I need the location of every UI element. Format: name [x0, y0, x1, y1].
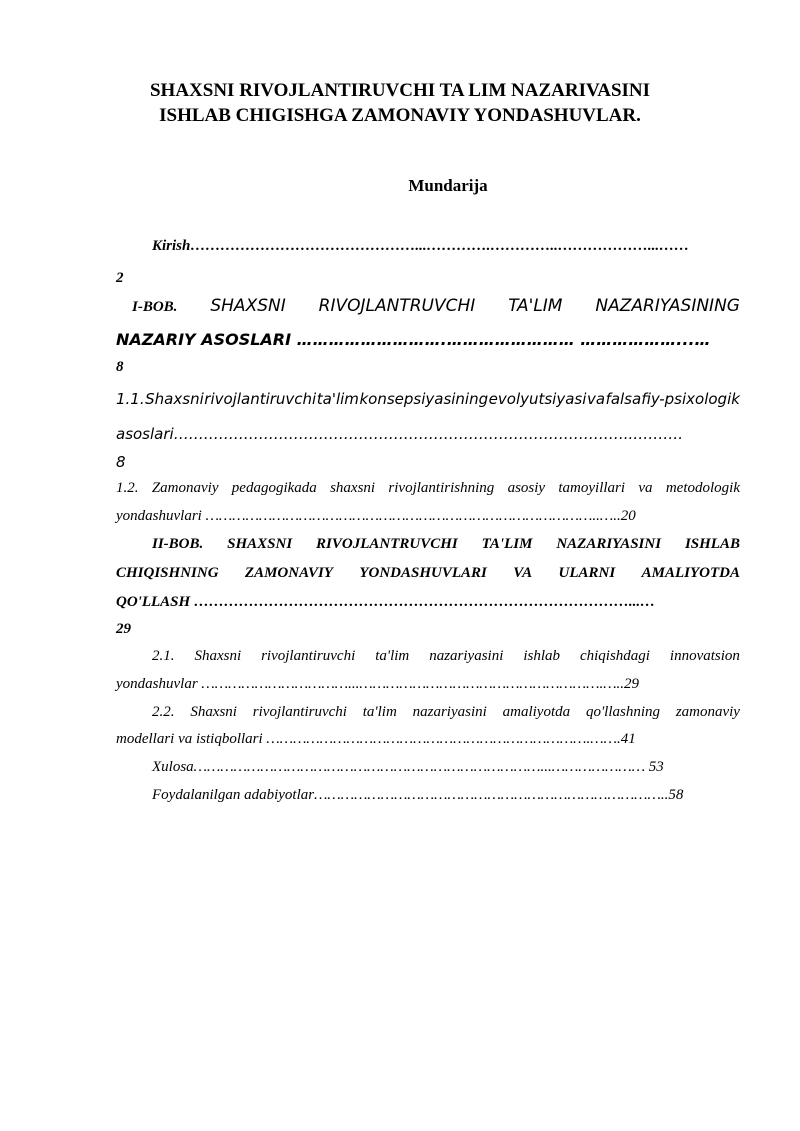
bob1-word: TA'LIM — [508, 296, 563, 316]
toc-entry-bob2-line3: QO'LLASH ……………………………………………………………………………...… — [116, 594, 656, 610]
item-1-1-word: 1.1. — [116, 390, 145, 408]
item-1-2-word: 1.2. — [116, 480, 139, 496]
toc-entry-2-1-line1 — [152, 648, 740, 665]
item-2-2-word: amaliyotda — [502, 704, 571, 720]
item-1-2-word: tamoyillari — [558, 480, 626, 496]
toc-entry-bob1-line2: NAZARIY ASOSLARI ……………………….…………………… ………………...… — [116, 330, 711, 349]
toc-entry-bob2-line1 — [152, 536, 740, 553]
bob2-word: RIVOJLANTRUVCHI — [316, 536, 458, 552]
toc-page-kirish: 2 — [116, 270, 124, 286]
bob2-word: YONDASHUVLARI — [359, 565, 487, 581]
toc-entry-bob1-line1 — [132, 296, 740, 316]
item-2-2-word: 2.2. — [152, 704, 175, 720]
item-1-2-word: shaxsni — [330, 480, 376, 496]
bob2-word: SHAXSNI — [227, 536, 293, 552]
toc-heading: Mundarija — [408, 176, 488, 195]
item-1-1-word: va — [586, 390, 606, 408]
item-1-2-word: metodologik — [665, 480, 740, 496]
item-2-2-word: rivojlantiruvchi — [252, 704, 347, 720]
bob2-word: II-BOB. — [152, 536, 204, 552]
bob1-prefix: I-BOB. — [132, 299, 178, 315]
item-2-1-word: ishlab — [523, 648, 561, 664]
title-line-2: ISHLAB CHIGISHGA ZAMONAVIY YONDASHUVLAR. — [159, 105, 641, 126]
bob2-word: TA'LIM — [481, 536, 533, 552]
toc-entry-2-1-line2: yondashuvlar ……………………………...……………………………………………….…..29 — [116, 676, 640, 692]
toc-entry-1-2-line2: yondashuvlari ……………………………………………………………………………..…..20 — [116, 508, 636, 524]
item-2-2-word: Shaxsni — [190, 704, 237, 720]
item-1-2-word: Zamonaviy — [151, 480, 219, 496]
bob1-word: SHAXSNI — [210, 296, 286, 316]
title-line-1: SHAXSNI RIVOJLANTIRUVCHI TA LIM NAZARIVASINI — [149, 80, 651, 101]
toc-entry-1-1-line2: asoslari………………………………………………………………………………..………. — [116, 425, 683, 443]
document-title — [60, 78, 740, 128]
toc-entry-2-2-line2: modellari va istiqbollari ……………………………………………………………….…….41 — [116, 731, 636, 747]
item-1-1-word: Shaxsni — [145, 390, 204, 408]
toc-entry-foydalanilgan: Foydalanilgan adabiyotlar……………………………………………………………………..58 — [152, 787, 684, 803]
toc-entry-1-2-line1 — [116, 480, 740, 497]
item-2-2-word: nazariyasini — [412, 704, 487, 720]
item-2-1-word: Shaxsni — [194, 648, 242, 664]
item-1-2-word: asosiy — [507, 480, 546, 496]
bob1-word: NAZARIYASINING — [595, 296, 740, 316]
toc-entry-1-1-line1 — [116, 390, 740, 408]
item-1-1-word: konsepsiyasining — [359, 390, 489, 408]
toc-page-bob2: 29 — [116, 621, 131, 637]
bob2-word: VA — [513, 565, 533, 581]
bob2-word: ZAMONAVIY — [244, 565, 333, 581]
item-2-1-word: innovatsion — [669, 648, 740, 664]
item-2-2-word: zamonaviy — [675, 704, 740, 720]
toc-entry-bob2-line2 — [116, 565, 740, 582]
item-1-2-word: va — [638, 480, 653, 496]
bob2-word: NAZARIYASINI — [556, 536, 662, 552]
item-1-1-word: evolyutsiyasi — [488, 390, 587, 408]
toc-entry-2-2-line1 — [152, 704, 740, 721]
item-1-2-word: pedagogikada — [231, 480, 317, 496]
item-2-1-word: ta'lim — [375, 648, 410, 664]
bob2-word: ULARNI — [558, 565, 616, 581]
item-2-2-word: ta'lim — [362, 704, 397, 720]
bob1-word: RIVOJLANTRUVCHI — [318, 296, 476, 316]
toc-page-bob1: 8 — [116, 359, 124, 375]
item-1-2-word: rivojlantirishning — [388, 480, 495, 496]
toc-entry-xulosa: Xulosa……………………………………………………………………...………………… 53 — [152, 759, 664, 775]
toc-page-1-1: 8 — [116, 453, 126, 471]
item-2-1-word: chiqishdagi — [579, 648, 650, 664]
bob2-word: ISHLAB — [684, 536, 740, 552]
toc-entry-kirish: Kirish………………………………………...………….…………..………………...…… — [152, 238, 690, 254]
item-1-1-word: rivojlantiruvchi — [204, 390, 317, 408]
item-2-2-word: qo'llashning — [585, 704, 660, 720]
bob2-word: AMALIYOTDA — [641, 565, 740, 581]
item-2-1-word: rivojlantiruvchi — [261, 648, 356, 664]
item-1-1-word: falsafiy-psixologik — [605, 390, 740, 408]
item-2-1-word: nazariyasini — [429, 648, 504, 664]
item-1-1-word: ta'lim — [316, 390, 359, 408]
item-2-1-word: 2.1. — [152, 648, 175, 664]
bob2-word: CHIQISHNING — [116, 565, 219, 581]
